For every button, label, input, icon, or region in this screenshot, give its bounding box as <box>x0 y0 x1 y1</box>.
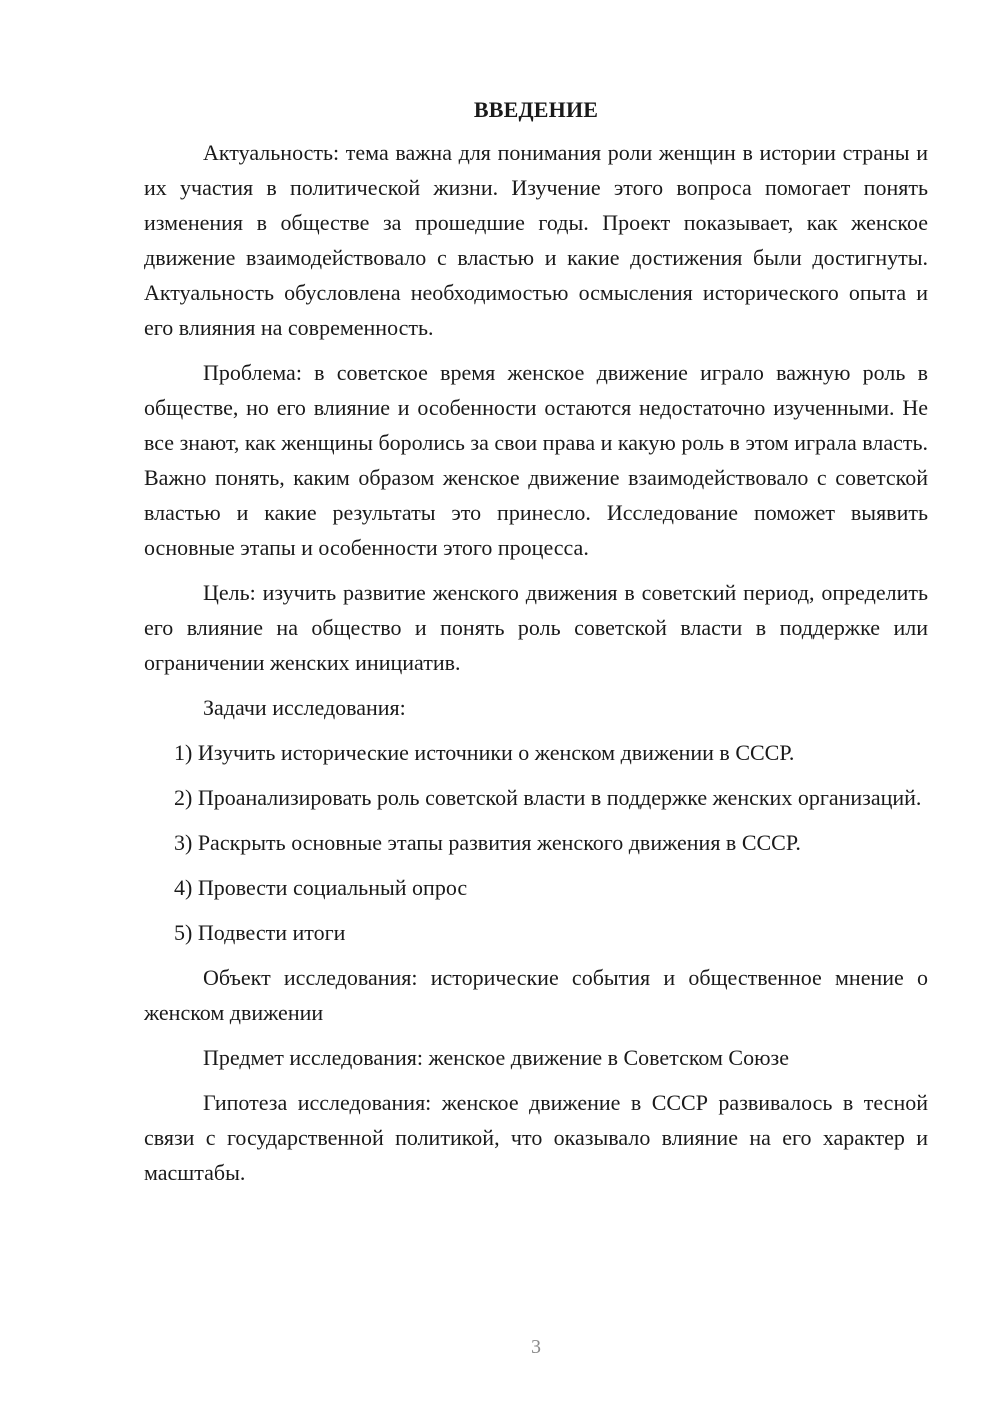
section-heading: ВВЕДЕНИЕ <box>473 97 599 122</box>
task-item-4: 4) Провести социальный опрос <box>174 875 468 900</box>
tasks-title: Задачи исследования: <box>203 695 406 720</box>
page-number: 3 <box>531 1336 541 1358</box>
paragraph-hypothesis: Гипотеза исследования: женское движение в СССР развивалось в тесной связи с государственной политикой, что оказывало влияние на его характер и масштабы. <box>144 1090 928 1185</box>
paragraph-object: Объект исследования: исторические события и общественное мнение о женском движении <box>144 965 928 1025</box>
paragraph-goal: Цель: изучить развитие женского движения в советский период, определить его влияние на общество и понять роль советской власти в поддержке или ограничении женских инициатив. <box>144 580 928 675</box>
task-item-1: 1) Изучить исторические источники о женском движении в СССР. <box>174 740 795 765</box>
paragraph-relevance: Актуальность: тема важна для понимания роли женщин в истории страны и их участия в политической жизни. Изучение этого вопроса помогает понять изменения в обществе за прошедшие годы. Проект показывает, как женское движение взаимодействовало с властью и какие достижения были достигнуты. Актуальность обусловлена необходимостью осмысления исторического опыта и его влияния на современность. <box>144 140 928 340</box>
paragraph-subject: Предмет исследования: женское движение в Советском Союзе <box>203 1045 789 1070</box>
page-content <box>144 92 928 1200</box>
paragraph-problem: Проблема: в советское время женское движение играло важную роль в обществе, но его влияние и особенности остаются недостаточно изученными. Не все знают, как женщины боролись за свои права и какую роль в этом играла власть. Важно понять, каким образом женское движение взаимодействовало с советской властью и какие результаты это принесло. Исследование поможет выявить основные этапы и особенности этого процесса. <box>144 360 928 560</box>
task-item-5: 5) Подвести итоги <box>174 920 346 945</box>
task-item-3: 3) Раскрыть основные этапы развития женского движения в СССР. <box>174 830 801 855</box>
task-item-2: 2) Проанализировать роль советской власти в поддержке женских организаций. <box>174 785 922 810</box>
